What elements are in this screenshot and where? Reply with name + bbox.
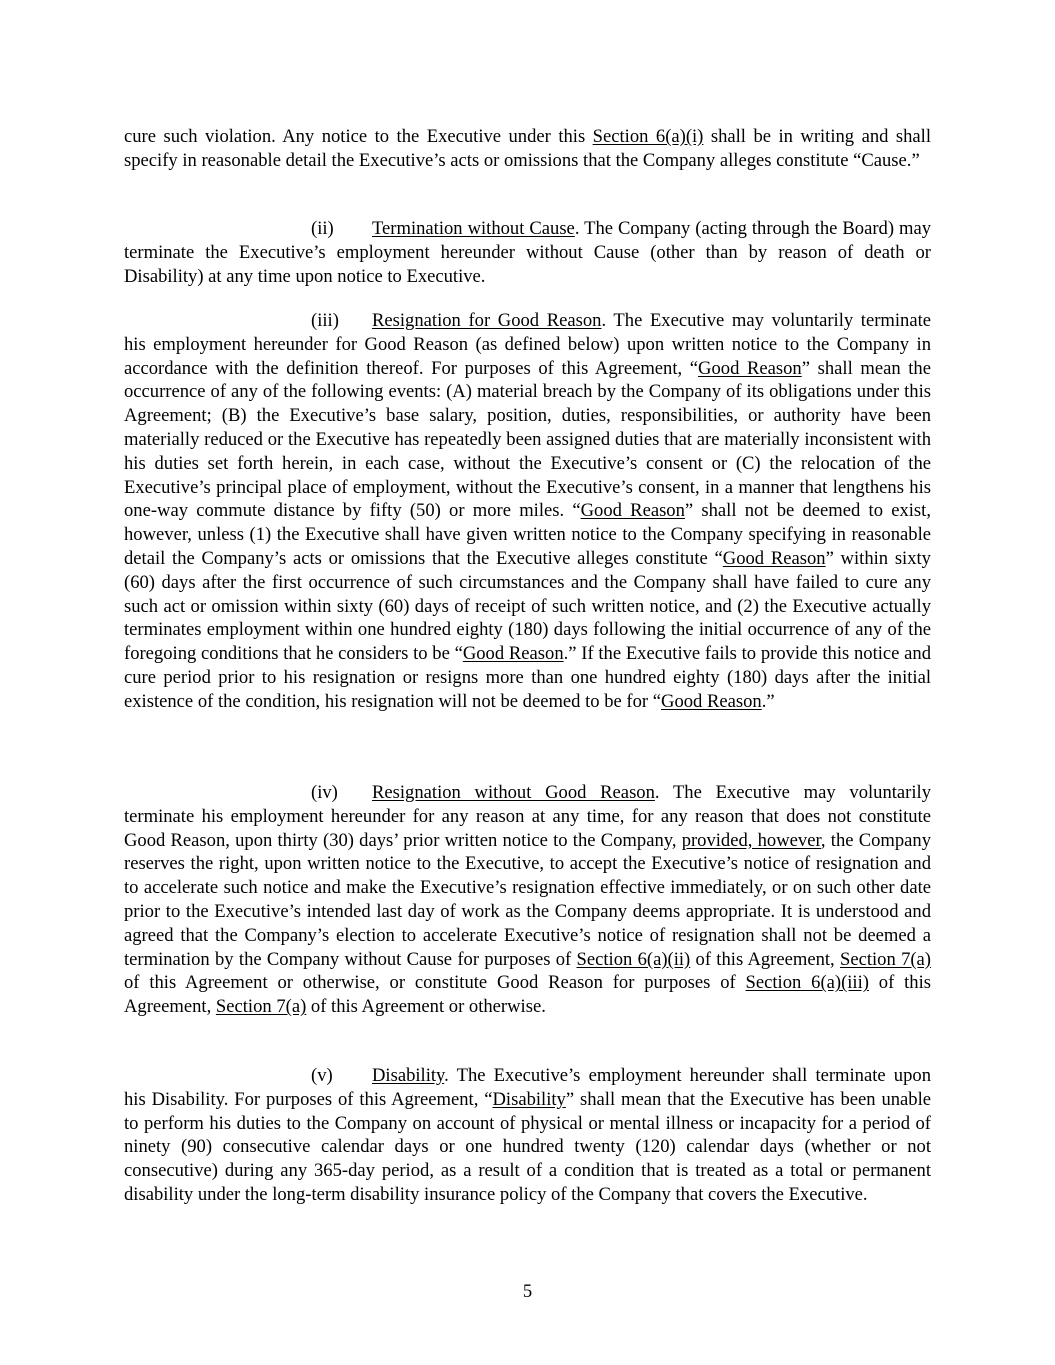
- paragraph-cure-notice: [124, 125, 931, 173]
- paragraph-resignation-without-good-reason: [124, 781, 931, 1019]
- underlined-term: Section 6(a)(iii): [745, 972, 869, 994]
- underlined-term: Resignation without Good Reason: [372, 782, 655, 803]
- underlined-term: Good Reason: [722, 547, 826, 569]
- text-run: ” within sixty (60) days after the first occurrence of such circumstances and the Company shall have failed to cure any such act or omission within sixty (60) days of receipt of such written notice, and (2) the Executive actually terminates employment within one hundred eighty (180) days following the initial occurrence of any of the foregoing conditions that he considers to be “: [124, 547, 931, 665]
- page-number: 5: [522, 1281, 533, 1302]
- text-run: of this Agreement or otherwise, or constitute Good Reason for purposes of: [124, 972, 746, 994]
- underlined-term: Section 7(a): [215, 996, 307, 1018]
- underlined-term: provided, however: [681, 829, 821, 851]
- underlined-term: Termination without Cause: [372, 218, 575, 239]
- text-run: of this Agreement,: [124, 972, 931, 1018]
- text-run: ” shall mean that the Executive has been unable to perform his duties to the Company on account of physical or mental illness or incapacity for a period of ninety (90) consecutive calendar days or one hundred twenty (120) calendar days (whether or not consecutive) during any 365-day period, as a result of a condition that is treated as a total or permanent disability under the long-term disability insurance policy of the Company that covers the Executive.: [124, 1088, 931, 1205]
- underlined-term: Disability: [372, 1065, 445, 1086]
- underlined-term: Section 7(a): [840, 948, 931, 970]
- underlined-term: Section 6(a)(ii): [576, 948, 691, 970]
- text-run: , the Company reserves the right, upon written notice to the Executive, to accept the Executive’s notice of resignation and to accelerate such notice and make the Executive’s resignation effective immediately, or on such other date prior to the Executive’s intended last day of work as the Company deems appropriate. It is understood and agreed that the Company’s election to accelerate Executive’s notice of resignation shall not be deemed a termination by the Company without Cause for purposes of: [124, 829, 932, 970]
- text-run: . The Executive’s employment hereunder shall terminate upon his Disability. For purposes of this Agreement, “: [124, 1065, 931, 1110]
- text-run: of this Agreement,: [690, 948, 840, 970]
- text-run: of this Agreement or otherwise.: [306, 996, 546, 1018]
- text-run: .”: [761, 690, 775, 712]
- text-run: . The Executive may voluntarily terminate his employment hereunder for Good Reason (as defined below) upon written notice to the Company in accordance with the definition thereof. For purposes of this Agreement, “: [124, 310, 931, 379]
- underlined-term: Good Reason: [698, 357, 802, 379]
- paragraph-resignation-for-good-reason: [124, 309, 931, 714]
- paragraph-marker: (iii): [311, 310, 339, 331]
- paragraph-marker: (iv): [311, 782, 338, 803]
- text-run: . The Executive may voluntarily terminate his employment hereunder for any reason at any time, for any reason that does not constitute Good Reason, upon thirty (30) days’ prior written notice to the Company,: [124, 782, 931, 851]
- paragraph-marker: (ii): [311, 218, 334, 239]
- underlined-term: Disability: [492, 1088, 566, 1110]
- text-run: . The Company (acting through the Board) may terminate the Executive’s employment hereunder without Cause (other than by reason of death or Disability) at any time upon notice to Executive.: [124, 218, 932, 287]
- text-run: ” shall mean the occurrence of any of the following events: (A) material breach by the Company of its obligations under this Agreement; (B) the Executive’s base salary, position, duties, responsibilities, or authority have been materially reduced or the Executive has repeatedly been assigned duties that are materially inconsistent with his duties set forth herein, in each case, without the Executive’s consent or (C) the relocation of the Executive’s principal place of employment, without the Executive’s consent, in a manner that lengthens his one-way commute distance by fifty (50) or more miles. “: [124, 357, 931, 522]
- underlined-term: Resignation for Good Reason: [372, 310, 602, 331]
- underlined-term: Section 6(a)(i): [592, 126, 704, 147]
- paragraph-termination-without-cause: [124, 217, 931, 288]
- underlined-term: Good Reason: [661, 690, 762, 712]
- text-run: .” If the Executive fails to provide this notice and cure period prior to his resignation or resigns more than one hundred eighty (180) days after the initial existence of the condition, his resignation will not be deemed to be for “: [124, 643, 931, 712]
- text-run: shall be in writing and shall specify in reasonable detail the Executive’s acts or omissions that the Company alleges constitute “Cause.”: [124, 126, 932, 171]
- underlined-term: Good Reason: [580, 500, 685, 522]
- text-run: ” shall not be deemed to exist, however, unless (1) the Executive shall have given written notice to the Company specifying in reasonable detail the Company’s acts or omissions that the Executive alleges constitute “: [124, 500, 931, 569]
- text-run: cure such violation. Any notice to the Executive under this: [124, 126, 593, 147]
- underlined-term: Good Reason: [462, 643, 564, 665]
- paragraph-marker: (v): [311, 1065, 333, 1086]
- paragraph-disability: [124, 1064, 931, 1207]
